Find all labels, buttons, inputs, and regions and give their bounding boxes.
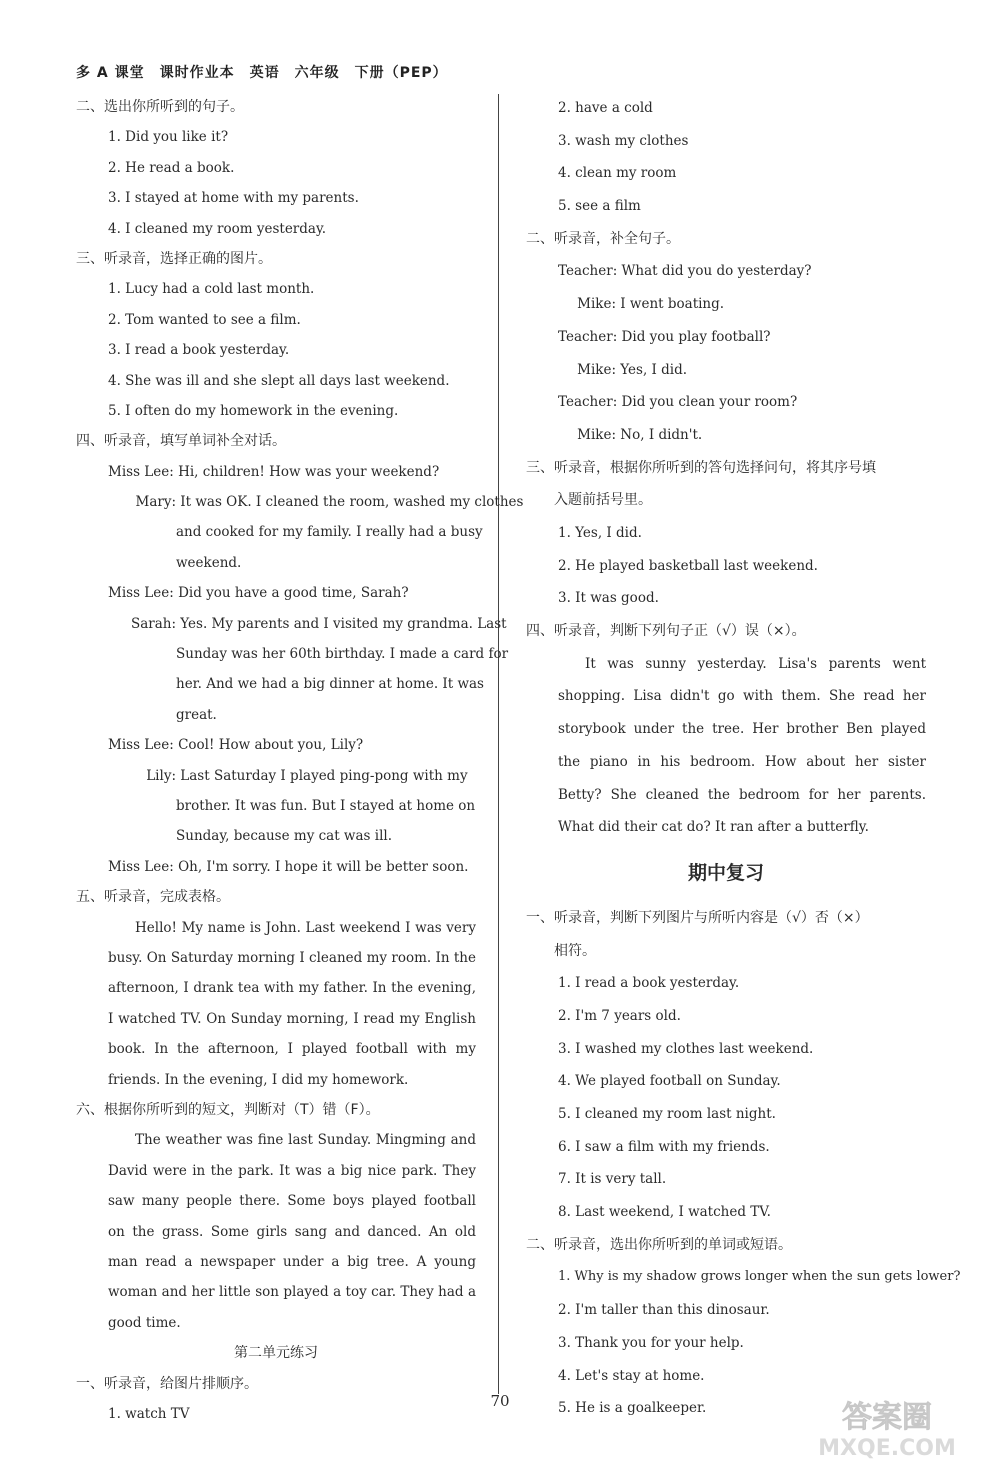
list-item: 1. Yes, I did. [558,524,642,541]
dialogue-text: Oh, I'm sorry. I hope it will be better soon. [178,858,469,875]
dialogue-line [526,419,926,452]
section-title: 一、听录音，判断下列图片与所听内容是（√）否（×） [526,909,869,926]
speaker-name: Teacher: [558,328,618,345]
midterm-review-title: 期中复习 [687,861,764,884]
speaker-name: Teacher: [558,394,618,411]
dialogue-continuation: Sunday was her 60th birthday. I made a card for [176,646,509,663]
dialogue-text: Hi, children! How was your weekend? [178,463,440,480]
list-item: 7. It is very tall. [558,1171,667,1188]
speaker-name: Mike: [577,296,616,313]
page-number: 70 [490,1392,510,1410]
speaker-name: Miss Lee: [108,463,174,480]
speaker-name: Lily: [146,767,176,784]
passage-text: The weather was fine last Sunday. Mingming and David were in the park. It was a big nice park. They saw many people there. Some boys played football on the grass. Some girls sang and danced. An old man read a newspaper under a big tree. A young woman and her little son played a toy car. They had a good time. [108,1132,476,1331]
dialogue-line [76,457,476,487]
speaker-name: Teacher: [558,263,618,280]
list-item: 3. I stayed at home with my parents. [108,190,359,207]
list-item: 1. Why is my shadow grows longer when the sun gets lower? [558,1269,961,1285]
dialogue-line [526,255,926,288]
speaker-name: Miss Lee: [108,737,174,754]
dialogue-text: Did you play football? [621,328,771,345]
list-item: 3. I read a book yesterday. [108,342,290,359]
listening-passage [76,1125,476,1338]
dialogue-text: I went boating. [620,296,725,313]
dialogue-line [76,761,476,791]
dialogue-continuation: great. [176,706,217,723]
watermark-line-2: MXQE.COM [818,1436,956,1461]
dialogue-text: Cool! How about you, Lily? [178,737,364,754]
list-item: 4. I cleaned my room yesterday. [108,220,327,237]
list-item: 5. I often do my homework in the evening. [108,402,399,419]
section-title: 三、听录音，选择正确的图片。 [76,250,272,267]
dialogue-text: Did you have a good time, Sarah? [178,585,409,602]
list-item: 5. He is a goalkeeper. [558,1400,707,1417]
dialogue-line [76,487,524,517]
list-item: 5. see a film [558,198,641,215]
list-item: 2. I'm taller than this dinosaur. [558,1302,770,1319]
section-title: 四、听录音，判断下列句子正（√）误（×）。 [526,623,806,639]
dialogue-continuation: her. And we had a big dinner at home. It was [176,676,484,693]
dialogue-line [76,578,476,608]
list-item: 2. He played basketball last weekend. [558,557,818,574]
column-divider [498,94,499,1394]
section-title: 二、听录音，选出你所听到的单词或短语。 [526,1236,792,1253]
section-title: 三、听录音，根据你所听到的答句选择问句，将其序号填 [526,459,876,476]
dialogue-text: It was OK. I cleaned the room, washed my clothes [180,494,524,511]
section-title: 五、听录音，完成表格。 [76,889,230,906]
section-title: 六、根据你所听到的短文，判断对（T）错（F）。 [76,1101,380,1118]
watermark-logo [792,1391,982,1461]
section-title: 一、听录音，给图片排顺序。 [76,1375,258,1392]
passage-text: Hello! My name is John. Last weekend I was very busy. On Saturday morning I cleaned my room. In the afternoon, I drank tea with my father. In the evening, I watched TV. On Sunday morning, I read my English book. In the afternoon, I played football with my friends. In the evening, I did my homework. [108,919,476,1088]
dialogue-continuation: Sunday, because my cat was ill. [176,828,392,845]
list-item: 4. Let's stay at home. [558,1367,705,1384]
section-title-continuation: 入题前括号里。 [554,492,652,509]
list-item: 3. It was good. [558,590,659,607]
list-item: 2. have a cold [558,100,653,116]
watermark-line-1: 答案圈 [842,1400,932,1435]
list-item: 4. clean my room [558,165,677,182]
section-title-continuation: 相符。 [554,942,596,959]
list-item: 3. I washed my clothes last weekend. [558,1040,814,1057]
dialogue-continuation: and cooked for my family. I really had a busy [176,524,483,541]
list-item: 8. Last weekend, I watched TV. [558,1204,771,1221]
dialogue-line [76,609,507,639]
section-title: 二、选出你所听到的句子。 [76,99,244,115]
running-header: 多 A 课堂 课时作业本 英语 六年级 下册（PEP） [76,65,448,81]
dialogue-text: Did you clean your room? [621,394,798,411]
dialogue-text: What did you do yesterday? [621,263,812,280]
list-item: 2. Tom wanted to see a film. [108,311,301,328]
list-item: 1. watch TV [108,1406,190,1422]
list-item: 5. I cleaned my room last night. [558,1106,776,1123]
list-item: 4. We played football on Sunday. [558,1073,781,1090]
passage-text: It was sunny yesterday. Lisa's parents went shopping. Lisa didn't go with them. She read her storybook under the tree. Her brother Ben played the piano in his bedroom. How about her sister Betty? She cleaned the bedroom for her parents. What did their cat do? It ran after a butterfly. [558,655,926,836]
dialogue-line [526,288,926,321]
speaker-name: Mike: [577,361,616,378]
dialogue-text: Last Saturday I played ping-pong with my [180,767,468,784]
right-column [526,92,961,1425]
dialogue-line [526,386,926,419]
section-title: 二、听录音，补全句子。 [526,230,680,247]
dialogue-continuation: weekend. [176,554,242,571]
speaker-name: Sarah: [130,615,176,632]
dialogue-continuation: brother. It was fun. But I stayed at home on [176,797,476,814]
list-item: 2. He read a book. [108,159,235,176]
dialogue-line [526,321,926,354]
section-title: 四、听录音，填写单词补全对话。 [76,433,286,450]
dialogue-text: Yes. My parents and I visited my grandma. Last [180,615,507,632]
list-item: 6. I saw a film with my friends. [558,1138,770,1155]
list-item: 4. She was ill and she slept all days last weekend. [108,372,450,389]
dialogue-text: Yes, I did. [620,361,688,378]
speaker-name: Miss Lee: [108,858,174,875]
speaker-name: Mary: [135,494,176,511]
list-item: 1. Lucy had a cold last month. [108,281,315,298]
dialogue-line [76,852,476,882]
speaker-name: Mike: [577,426,616,443]
listening-passage [76,913,476,1095]
dialogue-line [76,730,476,760]
list-item: 3. Thank you for your help. [558,1334,744,1351]
list-item: 2. I'm 7 years old. [558,1007,681,1024]
list-item: 3. wash my clothes [558,132,689,149]
list-item: 1. Did you like it? [108,129,229,146]
listening-passage [526,648,926,844]
dialogue-text: No, I didn't. [620,426,703,443]
speaker-name: Miss Lee: [108,585,174,602]
list-item: 1. I read a book yesterday. [558,975,740,992]
dialogue-line [526,354,926,387]
unit-title: 第二单元练习 [234,1345,318,1362]
